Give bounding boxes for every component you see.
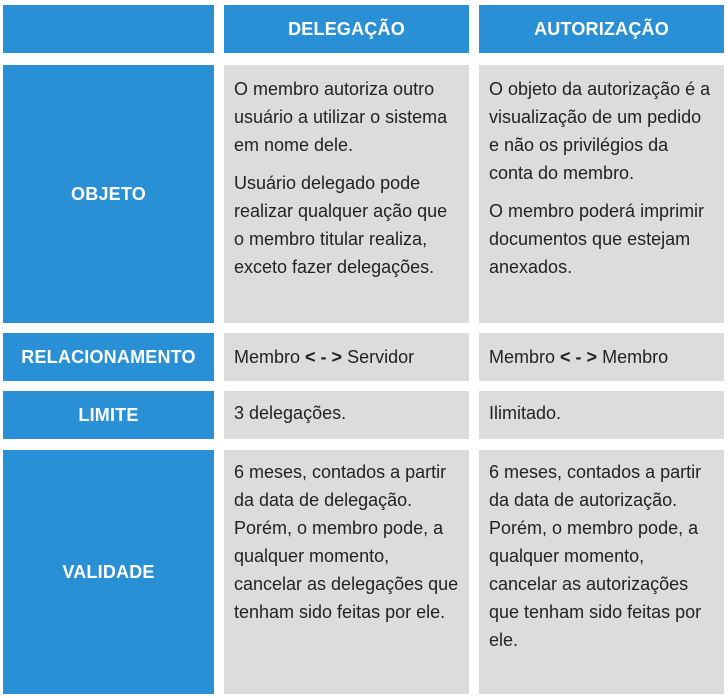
header-empty-cell <box>3 5 214 53</box>
relacionamento-autorizacao-left: Membro <box>489 347 556 367</box>
relacionamento-delegacao-left: Membro <box>234 347 301 367</box>
row-label-validade: VALIDADE <box>3 450 214 694</box>
row-label-objeto: OBJETO <box>3 65 214 323</box>
relacionamento-delegacao-arrow: < - > <box>305 347 343 367</box>
row-label-relacionamento: RELACIONAMENTO <box>3 333 214 381</box>
relacionamento-autorizacao-cell <box>479 333 724 381</box>
limite-autorizacao-cell: Ilimitado. <box>479 391 724 439</box>
validade-autorizacao-cell: 6 meses, contados a partir da data de autorização. Porém, o membro pode, a qualquer momento, cancelar as autorizações que tenham sido feitas por ele. <box>479 450 724 694</box>
objeto-autorizacao-cell <box>479 65 724 323</box>
relacionamento-delegacao-right: Servidor <box>347 347 415 367</box>
header-autorizacao: AUTORIZAÇÃO <box>479 5 724 53</box>
objeto-autorizacao-paragraph-2: O membro poderá imprimir documentos que estejam anexados. <box>489 201 705 277</box>
objeto-delegacao-cell <box>224 65 469 323</box>
objeto-delegacao-paragraph-2: Usuário delegado pode realizar qualquer ação que o membro titular realiza, exceto fazer delegações. <box>234 173 448 277</box>
relacionamento-delegacao-cell <box>224 333 469 381</box>
row-label-limite: LIMITE <box>3 391 214 439</box>
objeto-autorizacao-paragraph-1: O objeto da autorização é a visualização de um pedido e não os privilégios da conta do membro. <box>489 79 711 183</box>
header-delegacao: DELEGAÇÃO <box>224 5 469 53</box>
objeto-delegacao-paragraph-1: O membro autoriza outro usuário a utilizar o sistema em nome dele. <box>234 79 448 155</box>
relacionamento-autorizacao-arrow: < - > <box>560 347 598 367</box>
limite-delegacao-cell: 3 delegações. <box>224 391 469 439</box>
relacionamento-autorizacao-right: Membro <box>602 347 669 367</box>
validade-delegacao-cell: 6 meses, contados a partir da data de delegação. Porém, o membro pode, a qualquer momento, cancelar as delegações que tenham sido feitas por ele. <box>224 450 469 694</box>
